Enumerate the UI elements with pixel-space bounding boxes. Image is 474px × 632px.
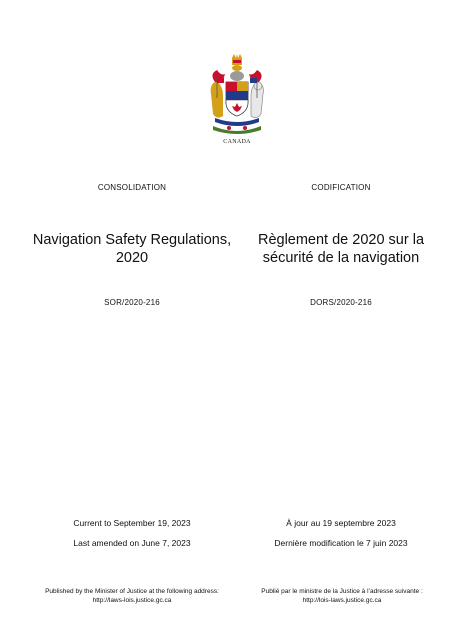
canada-coat-of-arms-icon	[207, 54, 267, 136]
regulation-title-fr-line2: sécurité de la navigation	[262, 250, 420, 266]
regulation-number-fr: DORS/2020-216	[310, 298, 372, 307]
publisher-url-en[interactable]: http://laws-lois.justice.gc.ca	[92, 597, 172, 604]
regulation-title-fr-line1: Règlement de 2020 sur la	[257, 232, 425, 248]
last-amended-date-en: Last amended on June 7, 2023	[73, 538, 191, 548]
regulation-title-en-line2: 2020	[115, 250, 149, 266]
publisher-url-fr[interactable]: http://lois-laws.justice.gc.ca	[302, 597, 382, 604]
country-wordmark: CANADA	[223, 139, 251, 145]
regulation-title-en-line1: Navigation Safety Regulations,	[32, 232, 232, 248]
consolidation-label-en: CONSOLIDATION	[97, 183, 167, 192]
publisher-note-en	[22, 587, 242, 605]
current-to-date-en: Current to September 19, 2023	[73, 518, 191, 528]
last-amended-date-fr: Dernière modification le 7 juin 2023	[274, 538, 408, 548]
regulation-number-en: SOR/2020-216	[104, 298, 160, 307]
current-to-date-fr: À jour au 19 septembre 2023	[286, 518, 396, 528]
consolidation-label-fr: CODIFICATION	[311, 183, 371, 192]
regulation-title-en	[32, 231, 232, 267]
regulation-title-fr	[241, 231, 441, 267]
publisher-note-fr	[232, 587, 452, 605]
publisher-note-en-line1: Published by the Minister of Justice at the following address:	[45, 588, 219, 595]
publisher-note-fr-line1: Publié par le ministre de la Justice à l’adresse suivante :	[261, 588, 423, 595]
